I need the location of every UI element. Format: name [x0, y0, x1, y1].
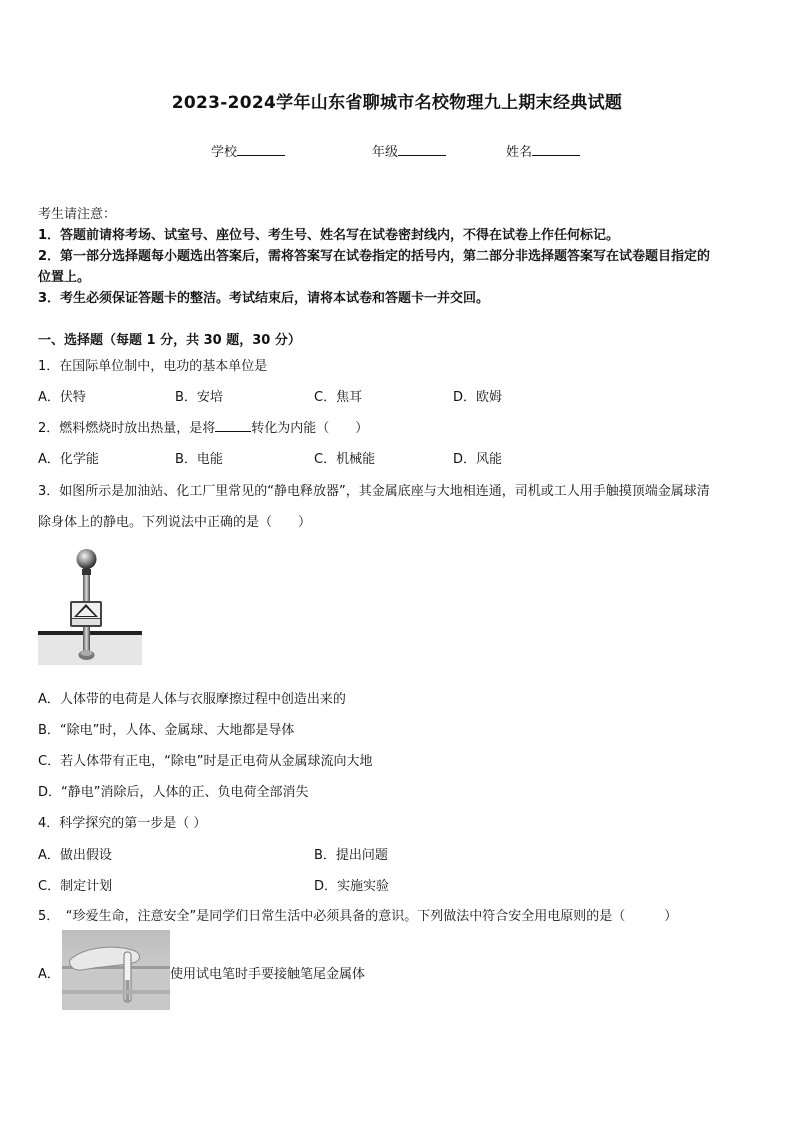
- grade-blank[interactable]: [398, 143, 446, 156]
- notice-item-2: 2．第一部分选择题每小题选出答案后，需将答案写在试卷指定的括号内，第二部分非选择题答案写在试卷题目指定的: [38, 249, 711, 264]
- q2-option-c[interactable]: C．机械能: [314, 452, 376, 467]
- grade-label: 年级: [372, 145, 399, 160]
- name-blank[interactable]: [532, 143, 580, 156]
- test-pen-photo: [62, 930, 170, 1010]
- notice-item-2-cont: 位置上。: [38, 270, 91, 285]
- q4-stem: 4．科学探究的第一步是（ ）: [38, 816, 207, 831]
- q2-stem-part2: 转化为内能（ ）: [251, 421, 369, 436]
- q4-option-b[interactable]: B．提出问题: [314, 848, 388, 863]
- q4-option-c[interactable]: C．制定计划: [38, 879, 113, 894]
- q3-option-d[interactable]: D．“静电”消除后，人体的正、负电荷全部消失: [38, 785, 309, 800]
- q4-option-d[interactable]: D．实施实验: [314, 879, 390, 894]
- q1-option-d[interactable]: D．欧姆: [453, 390, 503, 405]
- school-field[interactable]: [211, 141, 285, 160]
- q3-option-b[interactable]: B．“除电”时，人体、金属球、大地都是导体: [38, 723, 295, 738]
- grade-field[interactable]: [372, 141, 446, 160]
- school-label: 学校: [211, 145, 238, 160]
- q3-option-a[interactable]: A．人体带的电荷是人体与衣服摩擦过程中创造出来的: [38, 692, 346, 707]
- q2-blank[interactable]: [215, 419, 251, 432]
- q5-stem: 5． “珍爱生命，注意安全”是同学们日常生活中必须具备的意识。下列做法中符合安全用电原则的是（ ）: [38, 909, 678, 924]
- q3-option-c[interactable]: C．若人体带有正电，“除电”时是正电荷从金属球流向大地: [38, 754, 373, 769]
- q1-option-b[interactable]: B．安培: [175, 390, 223, 405]
- static-discharger-photo: [38, 545, 142, 665]
- q2-stem-part1: 2．燃料燃烧时放出热量，是将: [38, 421, 216, 436]
- q1-option-a[interactable]: A．伏特: [38, 390, 86, 405]
- q1-option-c[interactable]: C．焦耳: [314, 390, 363, 405]
- q2-option-d[interactable]: D．风能: [453, 452, 503, 467]
- q3-stem-line2: 除身体上的静电。下列说法中正确的是（ ）: [38, 515, 312, 530]
- school-blank[interactable]: [237, 143, 285, 156]
- section-heading: 一、选择题（每题 1 分，共 30 题，30 分）: [38, 333, 301, 348]
- page-title: 2023-2024学年山东省聊城市名校物理九上期末经典试题: [171, 93, 623, 113]
- name-field[interactable]: [506, 141, 580, 160]
- q2-option-a[interactable]: A．化学能: [38, 452, 99, 467]
- name-label: 姓名: [506, 145, 533, 160]
- q2-option-b[interactable]: B．电能: [175, 452, 223, 467]
- q4-option-a[interactable]: A．做出假设: [38, 848, 112, 863]
- q1-stem: 1．在国际单位制中，电功的基本单位是: [38, 359, 268, 374]
- q5-option-a-label[interactable]: A．: [38, 967, 60, 982]
- q2-stem: [38, 417, 368, 436]
- notice-item-3: 3．考生必须保证答题卡的整洁。考试结束后，请将本试卷和答题卡一并交回。: [38, 291, 490, 306]
- notice-item-1: 1．答题前请将考场、试室号、座位号、考生号、姓名写在试卷密封线内，不得在试卷上作任何标记。: [38, 228, 620, 243]
- notice-heading: 考生请注意：: [38, 207, 117, 222]
- q5-option-a-text[interactable]: 使用试电笔时手要接触笔尾金属体: [170, 967, 366, 982]
- q3-stem-line1: 3．如图所示是加油站、化工厂里常见的“静电释放器”，其金属底座与大地相连通，司机或工人用手触摸顶端金属球清: [38, 484, 710, 499]
